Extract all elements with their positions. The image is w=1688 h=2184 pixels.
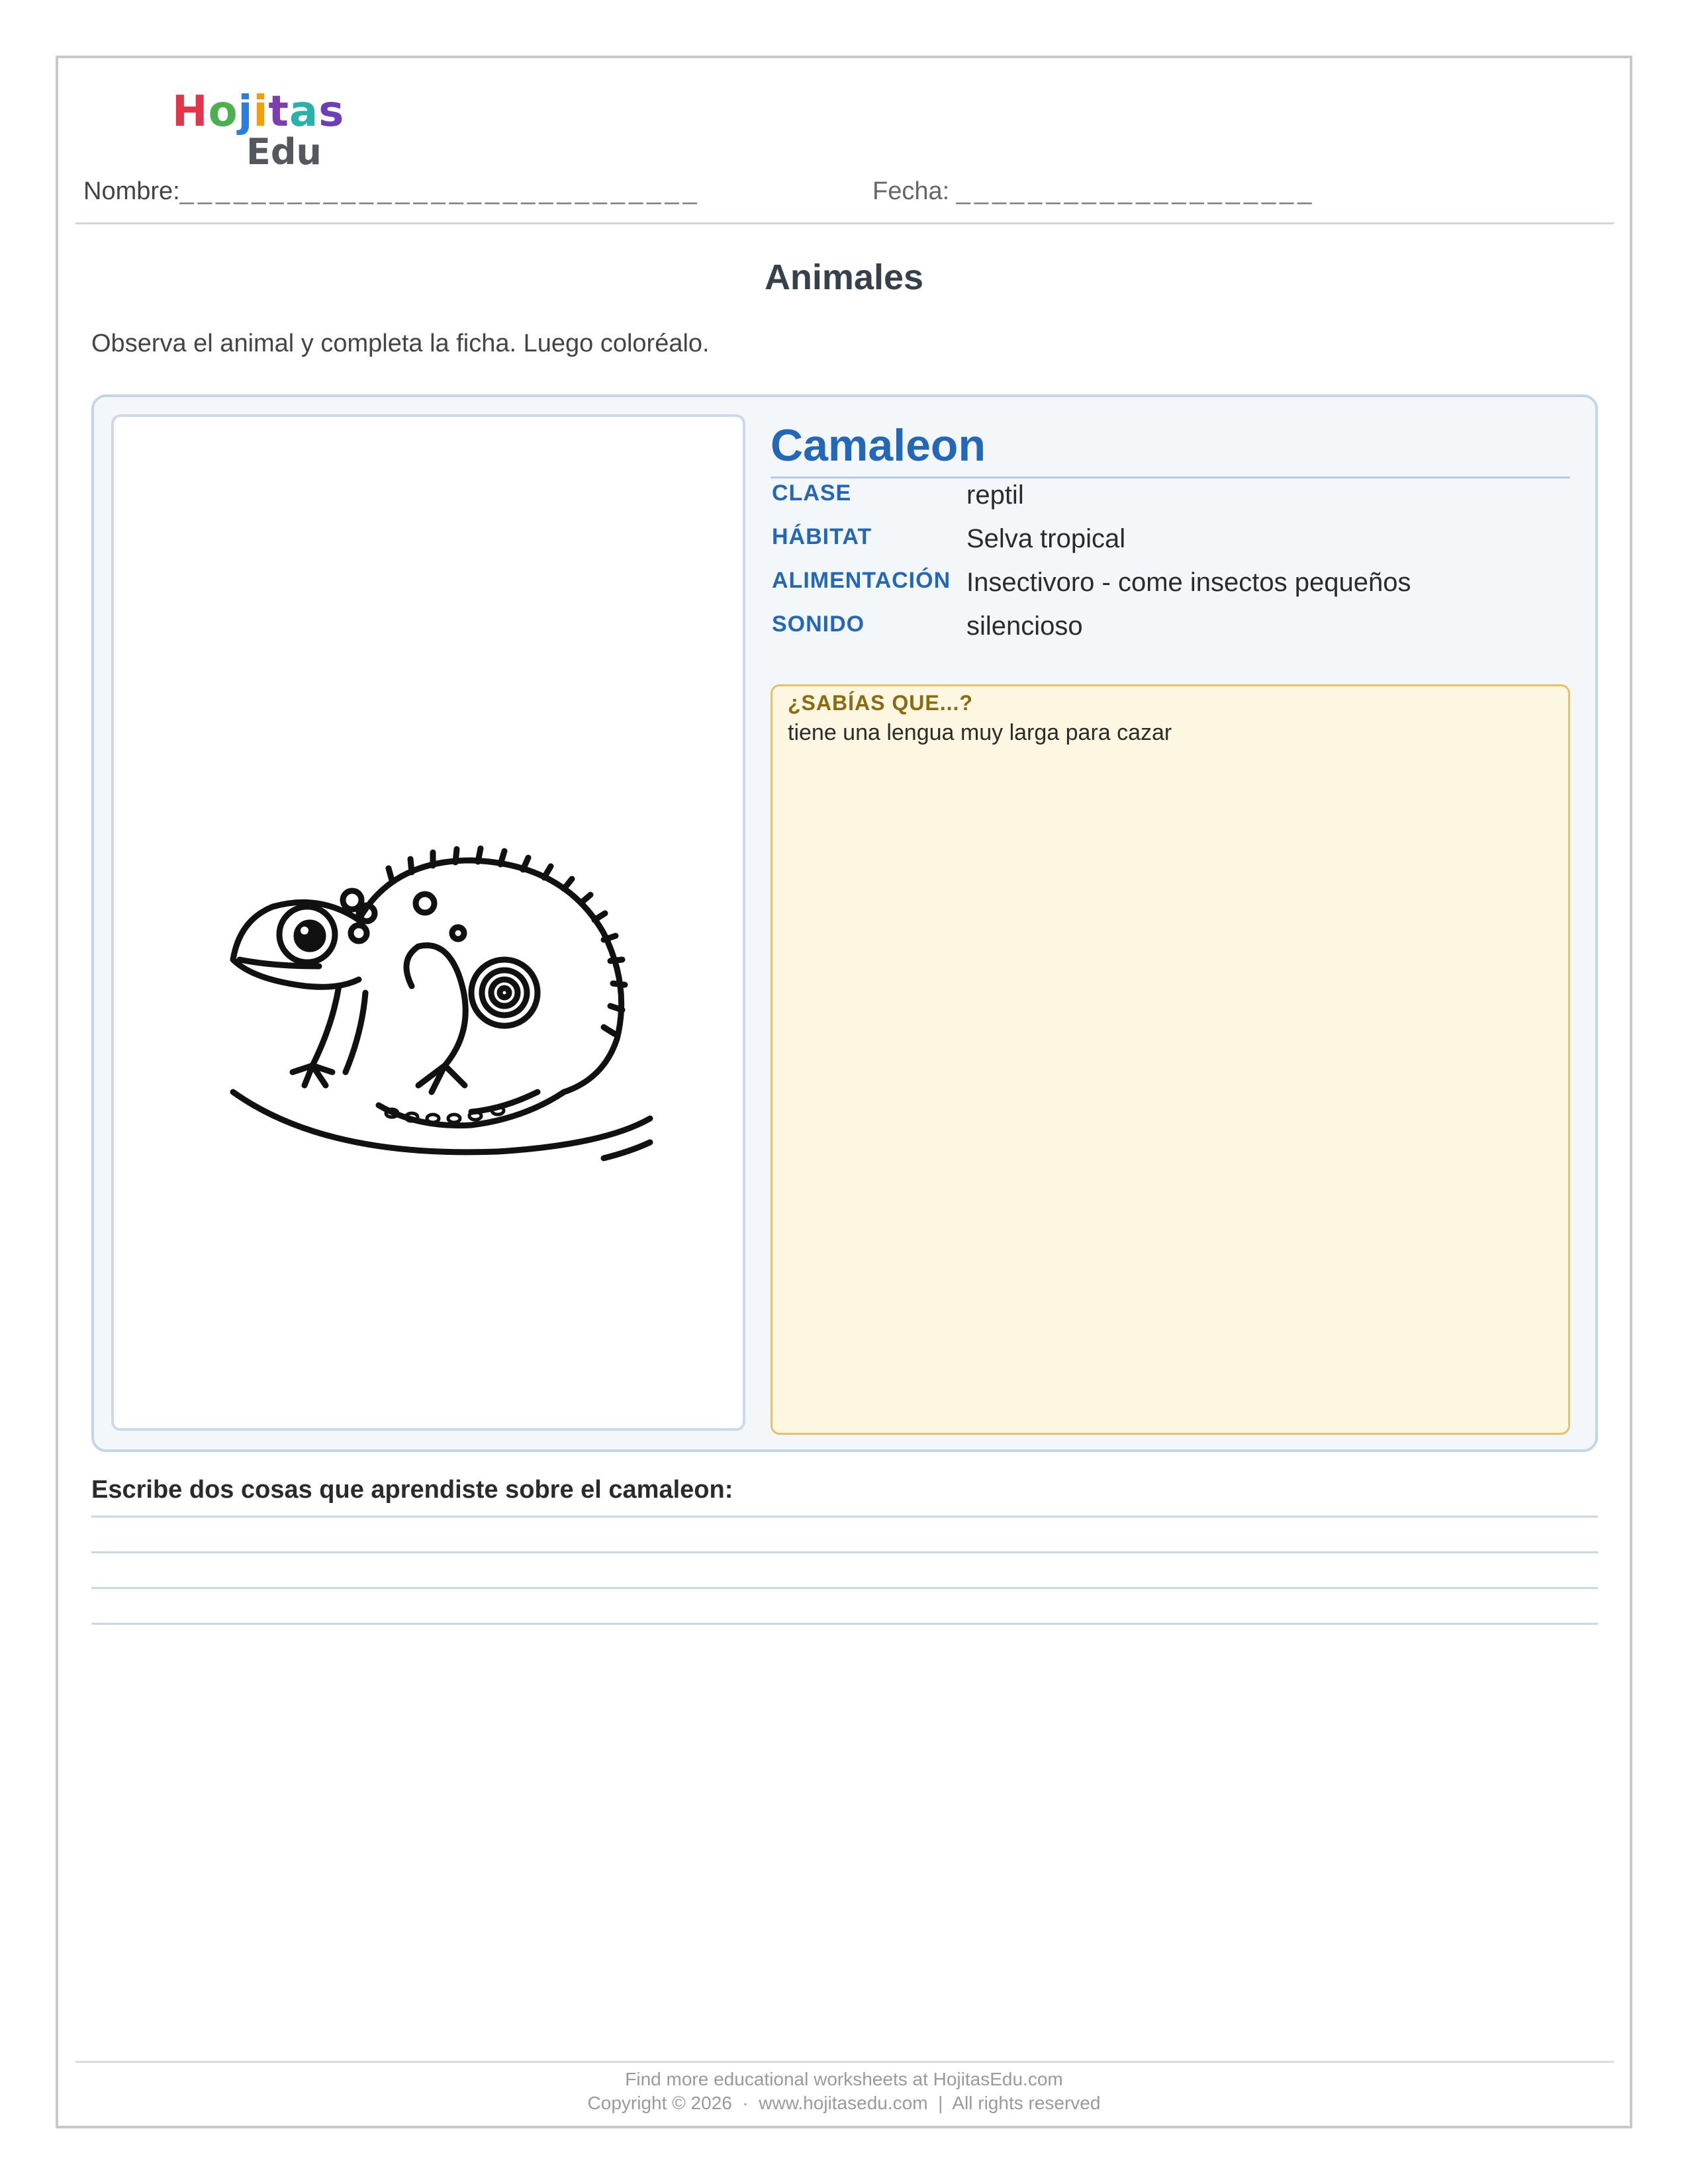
- logo-letter: a: [289, 87, 319, 136]
- header-divider: [75, 222, 1614, 224]
- did-you-know-text: tiene una lengua muy larga para cazar: [788, 720, 1172, 745]
- fact-value-sonido: silencioso: [966, 612, 1083, 641]
- animal-name-divider: [771, 477, 1570, 478]
- footer-copyright: Copyright © 2026 · www.hojitasedu.com | All rights reserved: [587, 2093, 1101, 2113]
- logo-subword: Edu: [246, 131, 322, 173]
- did-you-know-box: [771, 684, 1570, 1435]
- fact-value-habitat: Selva tropical: [966, 524, 1126, 553]
- logo-letter: i: [253, 87, 269, 136]
- writing-line[interactable]: [91, 1516, 1598, 1518]
- fact-value-clase: reptil: [966, 480, 1024, 510]
- logo-letter: t: [268, 87, 289, 136]
- logo-letter: H: [172, 87, 209, 136]
- name-blank: _____________________________: [179, 177, 701, 205]
- name-field[interactable]: [83, 177, 701, 206]
- name-label: Nombre:: [83, 177, 180, 205]
- fact-label-sonido: SONIDO: [772, 612, 865, 637]
- logo-letter: j: [238, 87, 254, 136]
- animal-image-box: [111, 414, 745, 1431]
- date-field[interactable]: [872, 177, 1315, 206]
- logo-wordmark: [172, 87, 344, 136]
- fact-label-habitat: HÁBITAT: [772, 524, 872, 549]
- date-label: Fecha:: [872, 177, 950, 205]
- writing-line[interactable]: [91, 1587, 1598, 1589]
- animal-name: Camaleon: [771, 420, 986, 471]
- footer-promo: Find more educational worksheets at HojitasEdu.com: [625, 2069, 1063, 2089]
- writing-prompt: Escribe dos cosas que aprendiste sobre el camaleon:: [91, 1476, 733, 1504]
- chameleon-illustration-icon: [193, 695, 670, 1171]
- fact-label-alimentacion: ALIMENTACIÓN: [772, 568, 951, 593]
- instructions: Observa el animal y completa la ficha. Luego coloréalo.: [91, 330, 710, 357]
- fact-value-alimentacion: Insectivoro - come insectos pequeños: [966, 568, 1411, 597]
- footer-divider: [75, 2061, 1614, 2063]
- writing-line[interactable]: [91, 1551, 1598, 1553]
- did-you-know-title: ¿SABÍAS QUE...?: [788, 691, 973, 715]
- hojitas-edu-logo: [172, 87, 345, 173]
- logo-letter: s: [318, 87, 345, 136]
- page-title: Animales: [764, 257, 924, 297]
- logo-letter: o: [208, 87, 238, 136]
- writing-line[interactable]: [91, 1623, 1598, 1625]
- fact-label-clase: CLASE: [772, 480, 852, 506]
- date-blank: ____________________: [956, 177, 1316, 205]
